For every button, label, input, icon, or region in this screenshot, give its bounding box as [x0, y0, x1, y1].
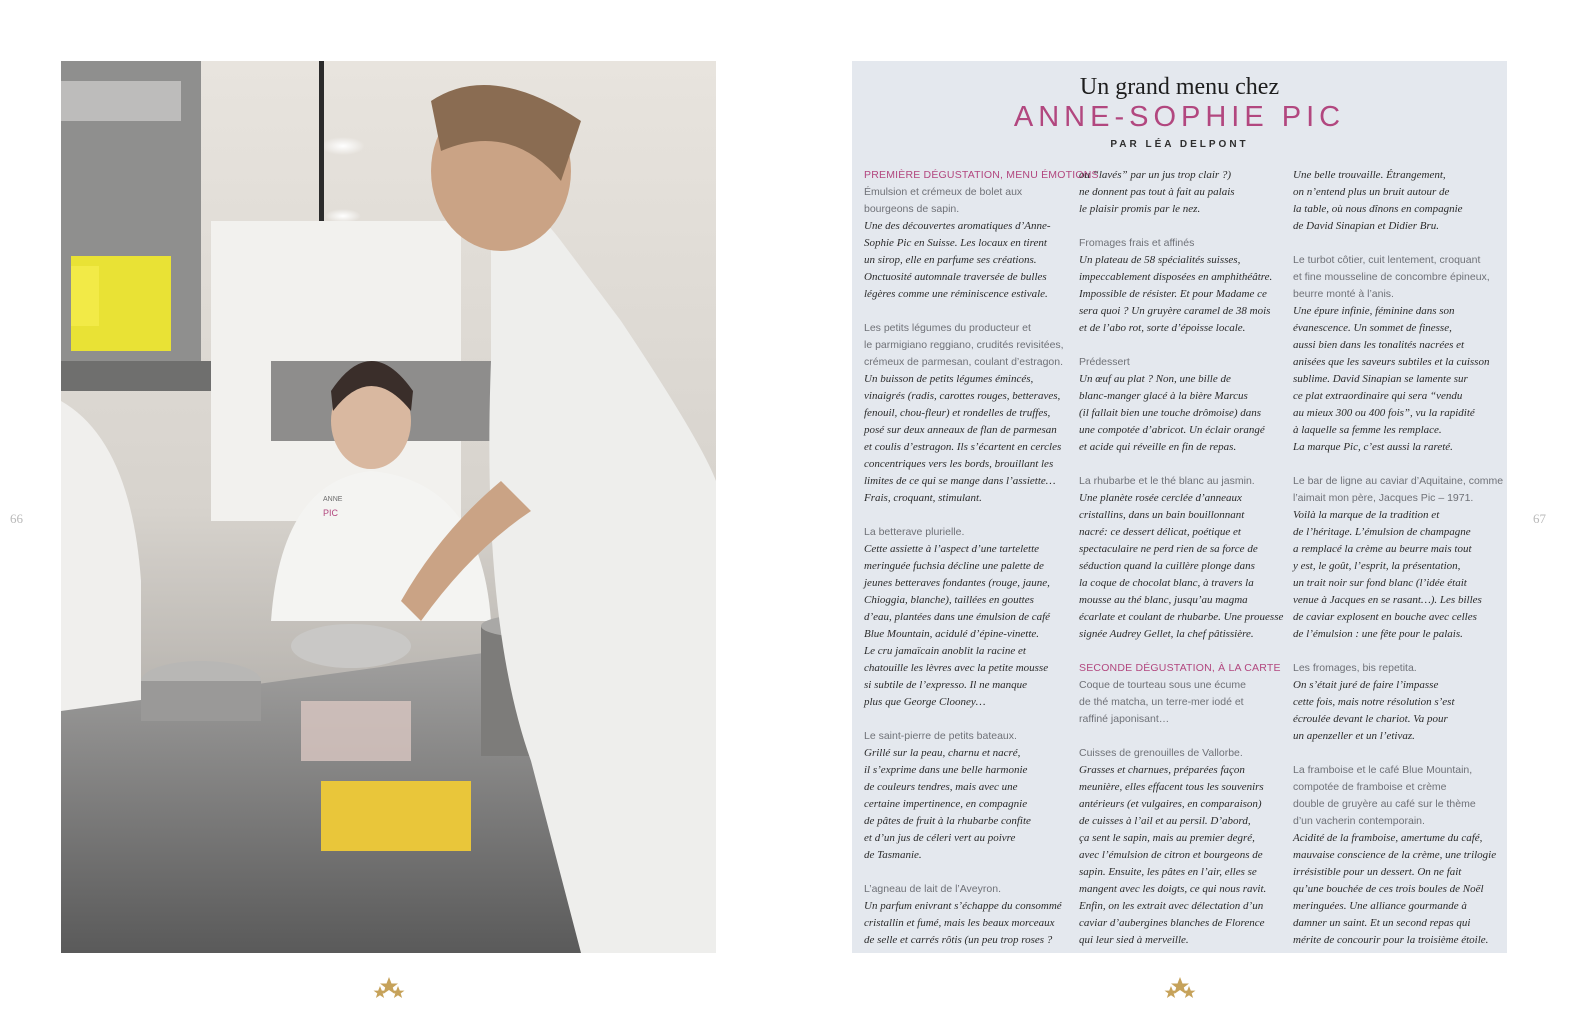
kitchen-photo-icon — [61, 61, 716, 953]
review-text: Enfin, on les extrait avec délectation d’un — [1079, 900, 1264, 912]
page-number-left: 66 — [10, 511, 23, 526]
stars-icon — [1163, 976, 1197, 1000]
column-1 — [864, 167, 1099, 949]
menu-item — [864, 167, 1099, 303]
dish-name: de thé matcha, un terre-mer iodé et — [1079, 696, 1244, 708]
dish-name: Émulsion et crémeux de bolet aux — [864, 186, 1023, 198]
review-text: de couleurs tendres, mais avec une — [864, 781, 1018, 793]
dish-name: Coque de tourteau sous une écume — [1079, 679, 1246, 691]
review-text: On s’était juré de faire l’impasse — [1293, 679, 1439, 691]
review-text: jeunes betteraves fondantes (rouge, jaune, — [864, 577, 1050, 589]
review-text: Une planète rosée cerclée d’anneaux — [1079, 492, 1242, 504]
review-text: de pâtes de fruit à la rhubarbe confite — [864, 815, 1031, 827]
review-text: Chioggia, blanche), taillées en gouttes — [864, 594, 1034, 606]
review-text: de Tasmanie. — [864, 849, 922, 861]
review-text: anisées que les saveurs subtiles et la cuisson — [1293, 356, 1490, 368]
review-text: un sirop, elle en parfume ses créations. — [864, 254, 1037, 266]
review-text: Voilà la marque de la tradition et — [1293, 509, 1440, 521]
review-text: mauvaise conscience de la crème, une trilogie — [1293, 849, 1497, 861]
review-text: Frais, croquant, stimulant. — [864, 492, 982, 504]
svg-text:PIC: PIC — [323, 508, 339, 518]
dish-name: L’agneau de lait de l’Aveyron. — [864, 883, 1001, 895]
review-text: cristallin et fumé, mais les beaux morceaux — [864, 917, 1055, 929]
review-text: Un plateau de 58 spécialités suisses, — [1079, 254, 1241, 266]
review-text: a remplacé la crème au beurre mais tout — [1293, 543, 1472, 555]
dish-name: Le bar de ligne au caviar d’Aquitaine, comme — [1293, 475, 1504, 487]
review-text: limites de ce qui se mange dans l’assiette… — [864, 475, 1056, 487]
byline: PAR LÉA DELPONT — [1110, 139, 1249, 150]
menu-item — [864, 881, 1069, 949]
review-text: caviar d’aubergines blanches de Florence — [1079, 917, 1265, 929]
review-text: la table, où nous dînons en compagnie — [1293, 203, 1463, 215]
review-text: Grasses et charnues, préparées façon — [1079, 764, 1245, 776]
review-text: aussi bien dans les tonalités nacrées et — [1293, 339, 1465, 351]
kitchen-photo — [61, 61, 716, 953]
menu-item — [1079, 745, 1284, 949]
review-text: nacré: ce dessert délicat, poétique et — [1079, 526, 1241, 538]
dish-name: beurre monté à l’anis. — [1293, 288, 1394, 300]
review-text: écarlate et coulant de rhubarbe. Une prouesse — [1079, 611, 1284, 623]
review-text: meunière, elles effacent tous les souvenirs — [1079, 781, 1264, 793]
review-text: d’eau, plantées dans une émulsion de café — [864, 611, 1051, 623]
title-chef-name: ANNE-SOPHIE PIC — [1013, 101, 1346, 133]
column-2 — [1079, 167, 1284, 949]
menu-item — [1293, 473, 1504, 643]
title-line-1: Un grand menu chez — [1079, 74, 1280, 100]
review-text: et de l’abo rot, sorte d’époisse locale. — [1079, 322, 1246, 334]
review-text: sera quoi ? Un gruyère caramel de 38 mois — [1079, 305, 1271, 317]
review-text: le plaisir promis par le nez. — [1079, 203, 1201, 215]
dish-name: Le saint-pierre de petits bateaux. — [864, 730, 1017, 742]
menu-item — [1293, 762, 1498, 949]
dish-name: et fine mousseline de concombre épineux, — [1293, 271, 1490, 283]
review-text: on n’entend plus un bruit autour de — [1293, 186, 1450, 198]
review-text: spectaculaire ne perd rien de sa force de — [1079, 543, 1258, 555]
review-text: sapin. Ensuite, les pâtes en l’air, elles se — [1079, 866, 1257, 878]
column-3 — [1293, 167, 1504, 949]
review-text: La marque Pic, c’est aussi la rareté. — [1293, 441, 1453, 453]
review-text: séduction quand la cuillère plonge dans — [1079, 560, 1255, 572]
review-text: concentriques vers les bords, brouillant les — [864, 458, 1054, 470]
dish-name: compotée de framboise et crème — [1293, 781, 1447, 793]
review-text: et coulis d’estragon. Ils s’écartent en cercles — [864, 441, 1062, 453]
review-text: Acidité de la framboise, amertume du café, — [1293, 832, 1483, 844]
review-text: Grillé sur la peau, charnu et nacré, — [864, 747, 1021, 759]
dish-name: La rhubarbe et le thé blanc au jasmin. — [1079, 475, 1255, 487]
review-text: mérite de concourir pour la troisième étoile. — [1293, 934, 1489, 946]
review-text: une compotée d’abricot. Un éclair orangé — [1079, 424, 1265, 436]
review-text: signée Audrey Gellet, la chef pâtissière. — [1079, 628, 1254, 640]
review-text: mangent avec les doigts, ce qui nous ravit. — [1079, 883, 1267, 895]
review-text: plus que George Clooney… — [864, 696, 986, 708]
dish-name: Les fromages, bis repetita. — [1293, 662, 1417, 674]
review-text: impeccablement disposées en amphithéâtre. — [1079, 271, 1273, 283]
review-text: Une belle trouvaille. Étrangement, — [1293, 169, 1446, 181]
menu-item — [1079, 660, 1284, 728]
dish-name: Cuisses de grenouilles de Vallorbe. — [1079, 747, 1243, 759]
review-text: à laquelle sa femme les remplace. — [1293, 424, 1442, 436]
jacket-text: ANNE — [323, 496, 343, 503]
menu-item — [864, 524, 1069, 711]
review-text: de caviar explosent en bouche avec celles — [1293, 611, 1477, 623]
menu-item — [1293, 660, 1498, 745]
dish-name: l’aimait mon père, Jacques Pic – 1971. — [1293, 492, 1474, 504]
review-text: évanescence. Un sommet de finesse, — [1293, 322, 1452, 334]
review-text: un apenzeller et un l’etivaz. — [1293, 730, 1415, 742]
review-text: avec l’émulsion de citron et bourgeons de — [1079, 849, 1263, 861]
review-text: il s’exprime dans une belle harmonie — [864, 764, 1028, 776]
dish-name: d’un vacherin contemporain. — [1293, 815, 1425, 827]
dish-name: Les petits légumes du producteur et — [864, 322, 1031, 334]
dish-name: raffiné japonisant… — [1079, 713, 1170, 725]
dish-name: le parmigiano reggiano, crudités revisitées, — [864, 339, 1064, 351]
review-text: Une épure infinie, féminine dans son — [1293, 305, 1455, 317]
review-text: de l’héritage. L’émulsion de champagne — [1293, 526, 1471, 538]
dish-name: Le turbot côtier, cuit lentement, croquant — [1293, 254, 1481, 266]
review-text: de selle et carrés rôtis (un peu trop roses ? — [864, 934, 1053, 946]
review-text: Une des découvertes aromatiques d’Anne- — [864, 220, 1051, 232]
review-text: et d’un jus de céleri vert au poivre — [864, 832, 1016, 844]
review-text: meringuée fuchsia décline une palette de — [864, 560, 1044, 572]
dish-name: La framboise et le café Blue Mountain, — [1293, 764, 1473, 776]
dish-name: bourgeons de sapin. — [864, 203, 960, 215]
review-text: qu’une bouchée de ces trois boules de Noël — [1293, 883, 1484, 895]
review-text: (il fallait bien une touche drômoise) dans — [1079, 407, 1262, 419]
review-text: Impossible de résister. Et pour Madame ce — [1079, 288, 1267, 300]
dish-name: crémeux de parmesan, coulant d’estragon. — [864, 356, 1064, 368]
review-text: si subtile de l’expresso. Il ne manque — [864, 679, 1028, 691]
review-text: Un buisson de petits légumes émincés, — [864, 373, 1034, 385]
review-text: fenouil, chou-fleur) et rondelles de truffes, — [864, 407, 1051, 419]
review-text: Sophie Pic en Suisse. Les locaux en tirent — [864, 237, 1047, 249]
review-text: venue à Jacques en se rasant…). Les billes — [1293, 594, 1482, 606]
stars-icon — [372, 976, 406, 1000]
review-text: de David Sinapian et Didier Bru. — [1293, 220, 1440, 232]
dish-name: double de gruyère au café sur le thème — [1293, 798, 1476, 810]
dish-name: La betterave plurielle. — [864, 526, 965, 538]
menu-item — [1079, 167, 1284, 218]
review-text: vinaigrés (radis, carottes rouges, betteraves, — [864, 390, 1061, 402]
review-text: légères comme une réminiscence estivale. — [864, 288, 1048, 300]
menu-item — [864, 320, 1069, 507]
section-heading: PREMIÈRE DÉGUSTATION, MENU ÉMOTIONS — [864, 169, 1099, 181]
review-text: mousse au thé blanc, jusqu’au magma — [1079, 594, 1248, 606]
review-text: au mieux 300 ou 400 fois”, vu la rapidité — [1293, 407, 1475, 419]
review-text: blanc-manger glacé à la bière Marcus — [1079, 390, 1248, 402]
review-text: damner un saint. Et un second repas qui — [1293, 917, 1471, 929]
menu-item — [1293, 252, 1498, 456]
menu-item — [1079, 473, 1284, 643]
review-text: écroulée devant le chariot. Va pour — [1293, 713, 1448, 725]
review-text: irrésistible pour un dessert. On ne fait — [1293, 866, 1462, 878]
page-number-right: 67 — [1533, 511, 1546, 526]
review-text: qui leur sied à merveille. — [1079, 934, 1189, 946]
review-text: ça sent le sapin, mais au premier degré, — [1079, 832, 1255, 844]
review-text: Cette assiette à l’aspect d’une tartelette — [864, 543, 1040, 555]
review-text: posé sur deux anneaux de flan de parmesan — [864, 424, 1057, 436]
article-panel — [852, 61, 1507, 953]
review-text: meringuées. Une alliance gourmande à — [1293, 900, 1467, 912]
menu-item — [1079, 354, 1284, 456]
review-text: un trait noir sur fond blanc (l’idée était — [1293, 577, 1467, 589]
review-text: antérieurs (et vulgaires, en comparaison) — [1079, 798, 1262, 810]
dish-name: Prédessert — [1079, 356, 1130, 368]
review-text: chatouille les lèvres avec la petite mousse — [864, 662, 1049, 674]
review-text: ou “lavés” par un jus trop clair ?) — [1079, 169, 1232, 181]
review-text: la coque de chocolat blanc, à travers la — [1079, 577, 1254, 589]
review-text: y est, le goût, l’esprit, la présentation, — [1293, 560, 1461, 572]
menu-item — [1079, 235, 1284, 337]
review-text: ce plat extraordinaire qui sera “vendu — [1293, 390, 1463, 402]
review-text: Le cru jamaïcain anoblit la racine et — [864, 645, 1026, 657]
review-text: ne donnent pas tout à fait au palais — [1079, 186, 1235, 198]
review-text: et acide qui réveille en fin de repas. — [1079, 441, 1237, 453]
menu-item — [1293, 167, 1498, 235]
dish-name: Fromages frais et affinés — [1079, 237, 1195, 249]
review-text: Un parfum enivrant s’échappe du consommé — [864, 900, 1062, 912]
review-text: Blue Mountain, acidulé d’épine-vinette. — [864, 628, 1040, 640]
review-text: Onctuosité automnale traversée de bulles — [864, 271, 1047, 283]
review-text: Un œuf au plat ? Non, une bille de — [1079, 373, 1231, 385]
review-text: cristallins, dans un bain bouillonnant — [1079, 509, 1245, 521]
review-text: certaine impertinence, en compagnie — [864, 798, 1028, 810]
section-heading: SECONDE DÉGUSTATION, À LA CARTE — [1079, 662, 1281, 674]
review-text: de cuisses à l’ail et au persil. D’abord, — [1079, 815, 1251, 827]
review-text: de l’émulsion : une fête pour le palais. — [1293, 628, 1463, 640]
review-text: sublime. David Sinapian se lamente sur — [1293, 373, 1468, 385]
review-text: cette fois, mais notre résolution s’est — [1293, 696, 1455, 708]
menu-item — [864, 728, 1069, 864]
